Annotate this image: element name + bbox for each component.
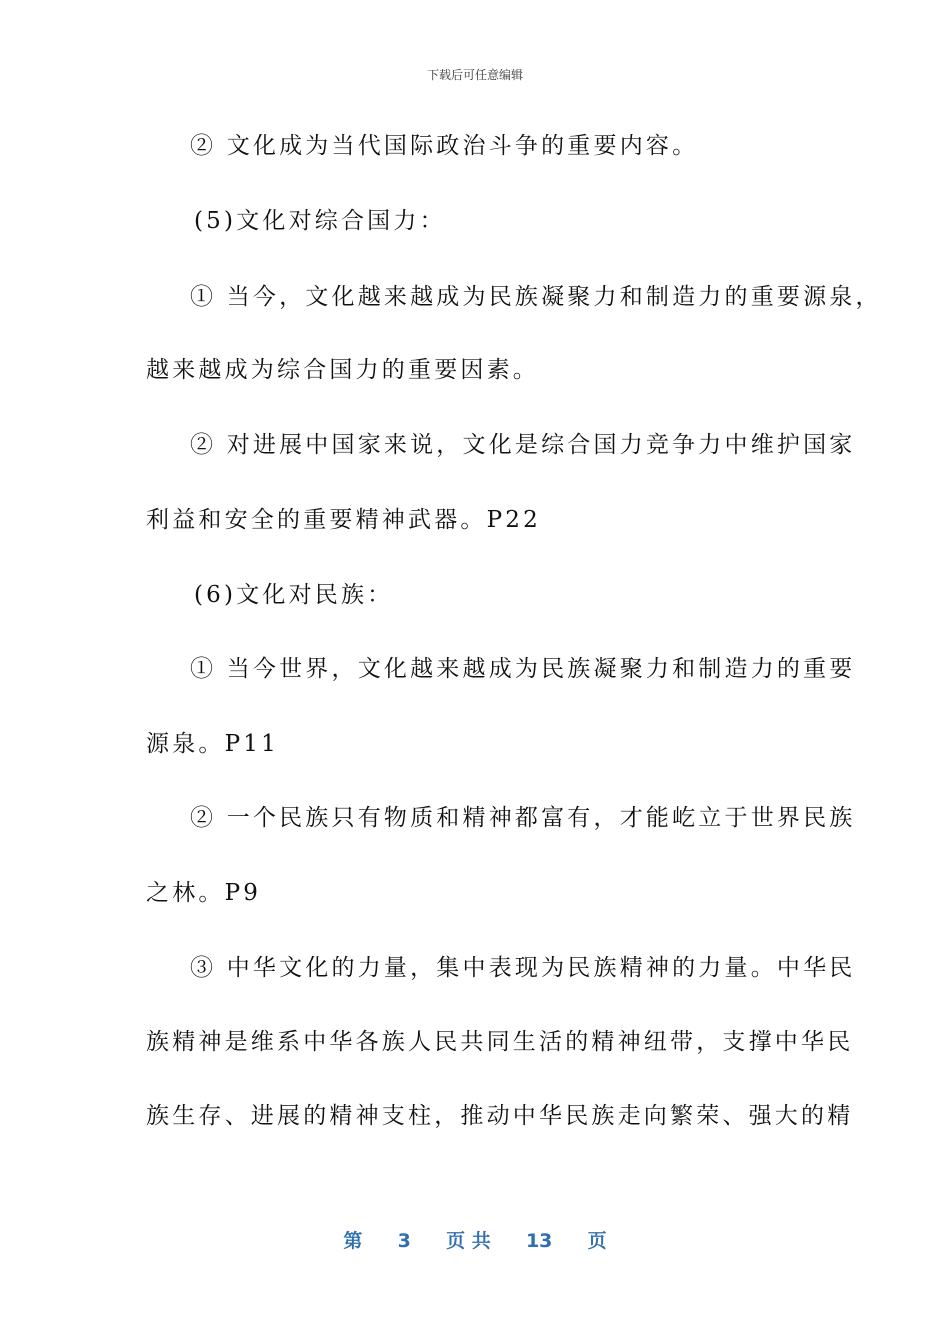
paragraph-line: 源泉。P11 bbox=[146, 731, 279, 757]
paragraph-line: 之林。P9 bbox=[146, 880, 262, 906]
paragraph-line: ③ 中华文化的力量，集中表现为民族精神的力量。中华民 bbox=[190, 955, 856, 981]
paragraph-line: ② 一个民族只有物质和精神都富有，才能屹立于世界民族 bbox=[190, 805, 856, 831]
section-heading: (6)文化对民族： bbox=[194, 582, 394, 608]
footer-suffix: 页 bbox=[587, 1230, 607, 1252]
paragraph-line: ① 当今，文化越来越成为民族凝聚力和制造力的重要源泉， bbox=[190, 284, 882, 310]
page-footer bbox=[0, 1226, 950, 1253]
page-header: 下载后可任意编辑 bbox=[426, 68, 523, 82]
footer-prefix: 第 bbox=[343, 1230, 363, 1252]
section-heading: (5)文化对综合国力： bbox=[194, 208, 446, 234]
paragraph-line: ② 对进展中国家来说，文化是综合国力竞争力中维护国家 bbox=[190, 432, 856, 458]
paragraph-line: 利益和安全的重要精神武器。P22 bbox=[146, 507, 541, 533]
total-pages-number: 13 bbox=[525, 1230, 553, 1252]
paragraph-line: ② 文化成为当代国际政治斗争的重要内容。 bbox=[190, 133, 699, 159]
current-page-number: 3 bbox=[397, 1230, 411, 1252]
paragraph-line: 族精神是维系中华各族人民共同生活的精神纽带，支撑中华民 bbox=[146, 1029, 854, 1055]
paragraph-line: 越来越成为综合国力的重要因素。 bbox=[146, 357, 539, 383]
paragraph-line: 族生存、进展的精神支柱，推动中华民族走向繁荣、强大的精 bbox=[146, 1103, 854, 1129]
footer-middle: 页 共 bbox=[446, 1230, 491, 1252]
paragraph-line: ① 当今世界，文化越来越成为民族凝聚力和制造力的重要 bbox=[190, 656, 856, 682]
